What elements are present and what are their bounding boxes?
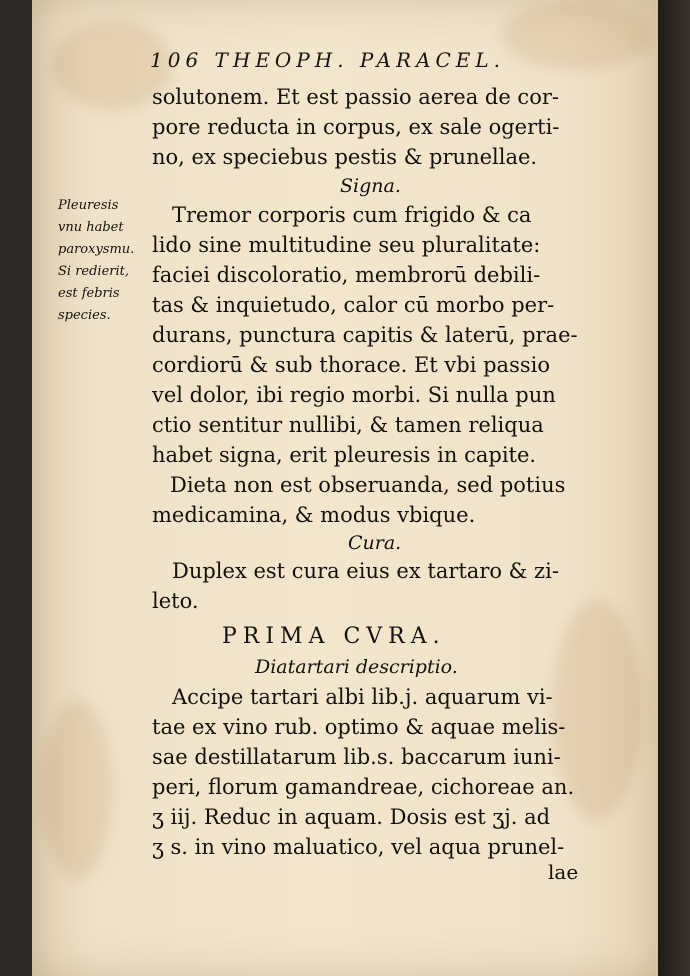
text-line: cordiorū & sub thorace. Et vbi passio [152,353,550,377]
text-line: Dieta non est obseruanda, sed potius [170,473,566,497]
text-line: leto. [152,589,199,613]
text-line: Duplex est cura eius ex tartaro & zi- [172,559,559,583]
margin-note-line: Pleuresis [58,198,119,213]
text-line: medicamina, & modus vbique. [152,503,476,527]
section-heading-cura: Cura. [348,532,402,554]
section-heading-prima-cura: PRIMA CVRA. [222,624,446,649]
text-line: lido sine multitudine seu pluralitate: [152,233,541,257]
margin-note-line: paroxysmu. [58,242,135,257]
text-line: peri, florum gamandreae, cichoreae an. [152,775,575,799]
margin-note [58,195,156,327]
text-line: faciei discoloratio, membrorū debili- [152,263,541,287]
text-line: ʒ iij. Reduc in aquam. Dosis est ʒj. ad [152,805,551,829]
margin-note-line: est febris [58,286,120,301]
text-line: Tremor corporis cum frigido & ca [172,203,532,227]
text-line: no, ex speciebus pestis & prunellae. [152,145,538,169]
text-line: durans, punctura capitis & laterū, prae- [152,323,578,347]
margin-note-line: species. [58,308,111,323]
text-line: ctio sentitur nullibi, & tamen reliqua [152,413,544,437]
section-heading-diatartari: Diatartari descriptio. [255,656,458,678]
text-line: pore reducta in corpus, ex sale ogerti- [152,115,560,139]
text-line: sae destillatarum lib.s. baccarum iuni- [152,745,561,769]
text-line: habet signa, erit pleuresis in capite. [152,443,537,467]
margin-note-line: vnu habet [58,220,124,235]
text-line: solutonem. Et est passio aerea de cor- [152,85,559,109]
text-line: vel dolor, ibi regio morbi. Si nulla pun [152,383,556,407]
binding-shadow [658,0,690,976]
text-line: Accipe tartari albi lib.j. aquarum vi- [172,685,553,709]
margin-note-line: Si redierit, [58,264,130,279]
catchword: lae [548,860,579,884]
text-line: tae ex vino rub. optimo & aquae melis- [152,715,566,739]
section-heading-signa: Signa. [340,175,401,197]
running-header: 106 THEOPH. PARACEL. [150,48,506,72]
text-line: tas & inquietudo, calor cū morbo per- [152,293,555,317]
text-line: ʒ s. in vino maluatico, vel aqua prunel- [152,835,565,859]
